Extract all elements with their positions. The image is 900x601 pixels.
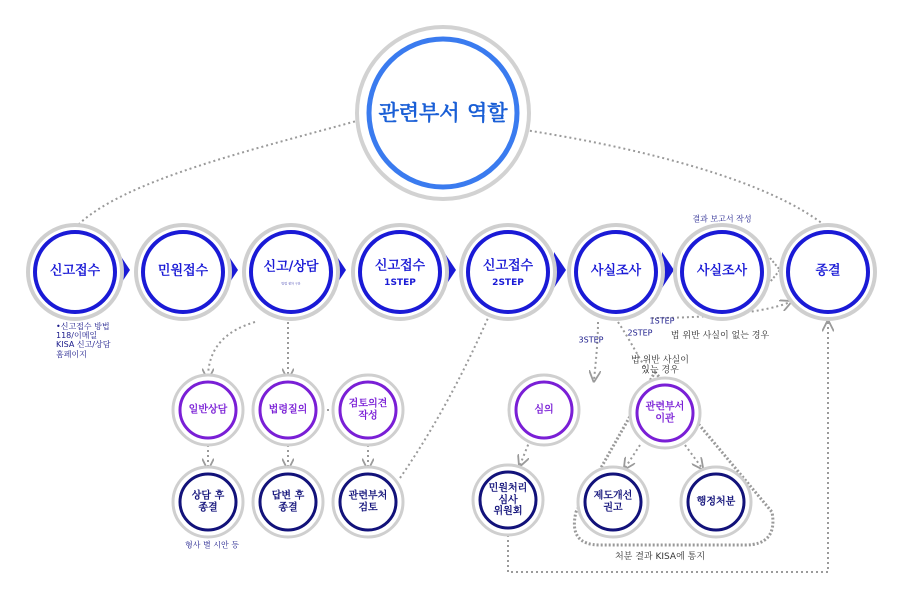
general-consult-label: 일반상담 — [188, 404, 228, 416]
step-consult-small-text: 방법 절차 구분 — [281, 281, 301, 286]
report-method-item: •신고접수 방법 — [56, 322, 110, 331]
report-method-item: 홈페이지 — [56, 349, 87, 359]
step-1-sub: 1STEP — [384, 277, 416, 288]
dotted-chevron — [770, 258, 780, 282]
disposition-label: 행정처분 — [696, 496, 736, 508]
step-fact-report-label: 사실조사 — [696, 263, 748, 279]
committee-label: 민원처리 심사 위원회 — [488, 482, 528, 517]
page-title: 관련부서 역할 — [378, 100, 508, 125]
after-consult-close-label: 상담 후 종결 — [191, 490, 225, 513]
improvement-label: 제도개선 권고 — [593, 490, 633, 513]
step-civil-label: 민원접수 — [157, 263, 209, 279]
deliberation-label: 심의 — [534, 404, 554, 416]
transfer-to-disposition — [685, 445, 702, 468]
report-methods-list — [56, 322, 110, 359]
legal-inquiry-label: 법령질의 — [268, 404, 308, 416]
step-2-sub: 2STEP — [492, 277, 524, 288]
step-1-label: 신고접수 — [374, 258, 426, 274]
step-2-label: 신고접수 — [482, 258, 534, 274]
purple-circles — [173, 375, 700, 448]
result-report-note: 결과 보고서 작성 — [692, 214, 752, 224]
notify-note: 처분 결과 KISA에 통지 — [614, 551, 706, 562]
step2-note: 2STEP — [627, 328, 653, 338]
title-arc-right — [525, 130, 828, 228]
report-method-item: 118/이메일 — [56, 331, 98, 341]
transfer-to-improvement — [625, 445, 640, 468]
dept-to-step2 — [400, 302, 495, 478]
dept-transfer-label: 관련부서 이관 — [645, 401, 685, 424]
step3-note: 3STEP — [578, 335, 604, 345]
step-close-label: 종결 — [815, 263, 841, 279]
no-violation-note: 법 위반 사실이 없는 경우 — [670, 330, 770, 341]
step-fact-check-label: 사실조사 — [590, 263, 642, 279]
step3-to-general — [208, 322, 255, 378]
navy-circles — [173, 465, 751, 537]
deliberation-to-committee — [520, 440, 530, 465]
fact-to-deliberation — [594, 322, 598, 380]
violation-note: 법 위반 사실이 있는 경우 — [631, 355, 689, 376]
step-consult-label: 신고/상담 — [263, 259, 319, 275]
review-opinion-label: 검토의견 작성 — [348, 398, 388, 421]
step-report-label: 신고접수 — [49, 263, 101, 279]
criminal-note: 형사 별 시안 등 — [185, 540, 239, 550]
report-method-item: KISA 신고/상담 — [56, 340, 111, 350]
step1-note: 1STEP — [649, 316, 675, 326]
dept-review-label: 관련부처 검토 — [348, 490, 388, 513]
title-arc-left — [75, 120, 360, 228]
after-answer-close-label: 답변 후 종결 — [271, 490, 305, 513]
